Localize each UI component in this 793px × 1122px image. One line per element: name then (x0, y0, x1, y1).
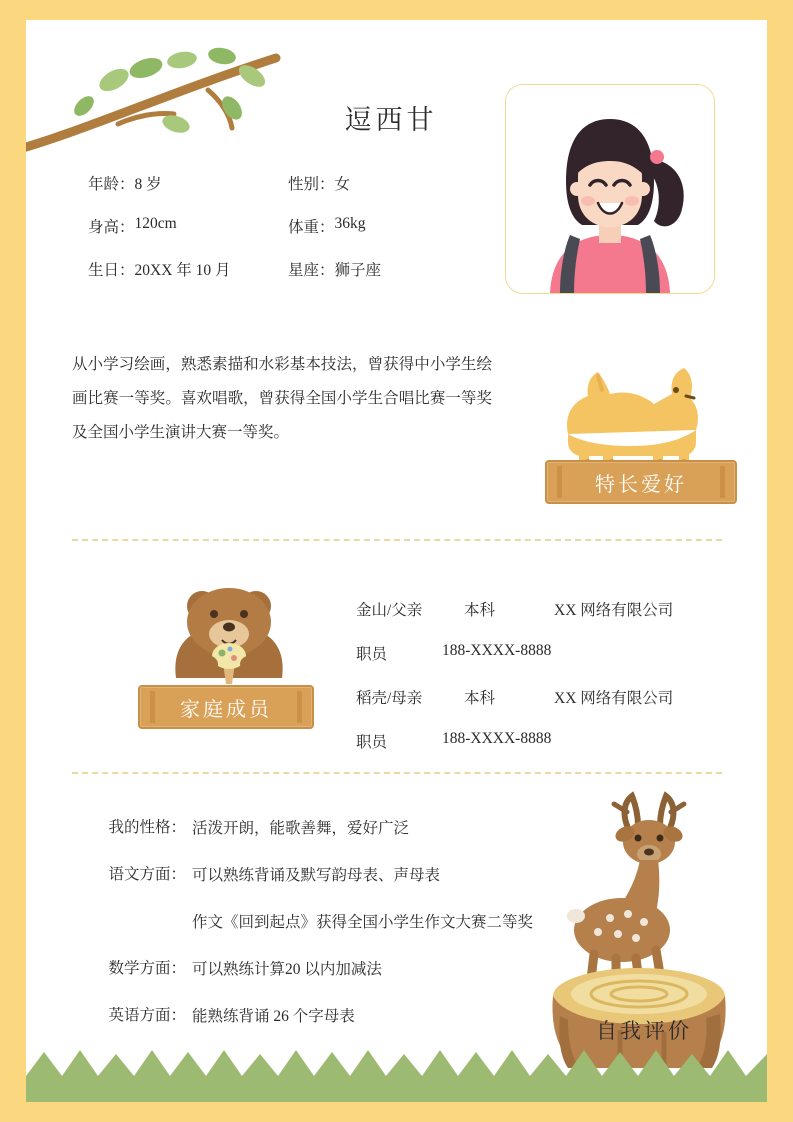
list-item (90, 1003, 540, 1030)
family-job: 职员 (356, 734, 388, 751)
page-title: 逗西甘 (344, 105, 438, 135)
info-cell (88, 258, 288, 280)
family-name-relation: 金山/父亲 (356, 602, 423, 619)
list-item (90, 815, 540, 842)
table-row (88, 172, 488, 194)
info-cell (288, 258, 488, 280)
intro-paragraph: 从小学习绘画，熟悉素描和水彩基本技法，曾获得中小学生绘画比赛一等奖。喜欢唱歌，曾获得全国小学生合唱比赛一等奖及全国小学生演讲大赛一等奖。 (72, 356, 492, 441)
table-row (356, 686, 673, 708)
branch-decoration (26, 20, 326, 160)
list-item (90, 956, 540, 983)
divider (72, 539, 722, 541)
section-title-family-label: 家庭成员 (180, 698, 272, 721)
table-row (88, 215, 488, 237)
info-label: 身高： (88, 219, 135, 236)
table-row (356, 598, 673, 620)
family-members-table (356, 598, 673, 774)
family-education: 本科 (464, 690, 496, 707)
info-cell (88, 172, 288, 194)
info-cell (88, 215, 288, 237)
divider (72, 772, 722, 774)
info-value: 20XX 年 10 月 (134, 262, 231, 279)
info-cell (288, 172, 488, 194)
grass-decoration (26, 1042, 767, 1102)
table-row (356, 730, 673, 752)
self-eval-value: 活泼开朗，能歌善舞，爱好广泛 (192, 820, 410, 837)
basic-info-table (88, 172, 488, 301)
table-row (88, 258, 488, 280)
self-eval-label: 语文方面： (108, 866, 186, 883)
self-eval-label: 数学方面： (108, 960, 186, 977)
family-company: XX 网络有限公司 (554, 690, 674, 707)
self-eval-value: 可以熟练背诵及默写韵母表、声母表 (192, 867, 441, 884)
info-value: 36kg (334, 215, 366, 232)
info-label: 生日： (88, 262, 135, 279)
info-value: 女 (334, 176, 351, 193)
family-job: 职员 (356, 646, 388, 663)
family-name-relation: 稻壳/母亲 (356, 690, 423, 707)
bear-illustration (144, 560, 314, 700)
self-eval-label: 我的性格： (108, 819, 186, 836)
table-row (356, 642, 673, 664)
section-title-family (138, 685, 314, 729)
section-title-talent (545, 460, 737, 504)
family-phone: 188-XXXX-8888 (442, 730, 552, 747)
family-education: 本科 (464, 602, 496, 619)
self-evaluation-list (90, 815, 540, 1050)
info-label: 体重： (288, 219, 335, 236)
section-title-talent-label: 特长爱好 (595, 473, 687, 496)
section-title-self-label: 自我评价 (596, 1019, 692, 1043)
self-eval-value: 可以熟练计算20 以内加减法 (192, 961, 382, 978)
info-cell (288, 215, 488, 237)
resume-card (26, 20, 767, 1102)
info-label: 性别： (288, 176, 335, 193)
info-label: 年龄： (88, 176, 135, 193)
list-item (90, 862, 540, 889)
list-item (90, 909, 540, 936)
family-phone: 188-XXXX-8888 (442, 642, 552, 659)
fox-illustration (546, 350, 736, 470)
info-value: 120cm (134, 215, 177, 232)
info-value: 8 岁 (134, 176, 162, 193)
info-label: 星座： (288, 262, 335, 279)
avatar-illustration (506, 85, 714, 293)
self-eval-value: 作文《回到起点》获得全国小学生作文大赛二等奖 (192, 914, 534, 931)
self-eval-value: 能熟练背诵 26 个字母表 (192, 1008, 355, 1025)
family-company: XX 网络有限公司 (554, 602, 674, 619)
info-value: 狮子座 (334, 262, 382, 279)
self-eval-label: 英语方面： (108, 1007, 186, 1024)
avatar (505, 84, 715, 294)
